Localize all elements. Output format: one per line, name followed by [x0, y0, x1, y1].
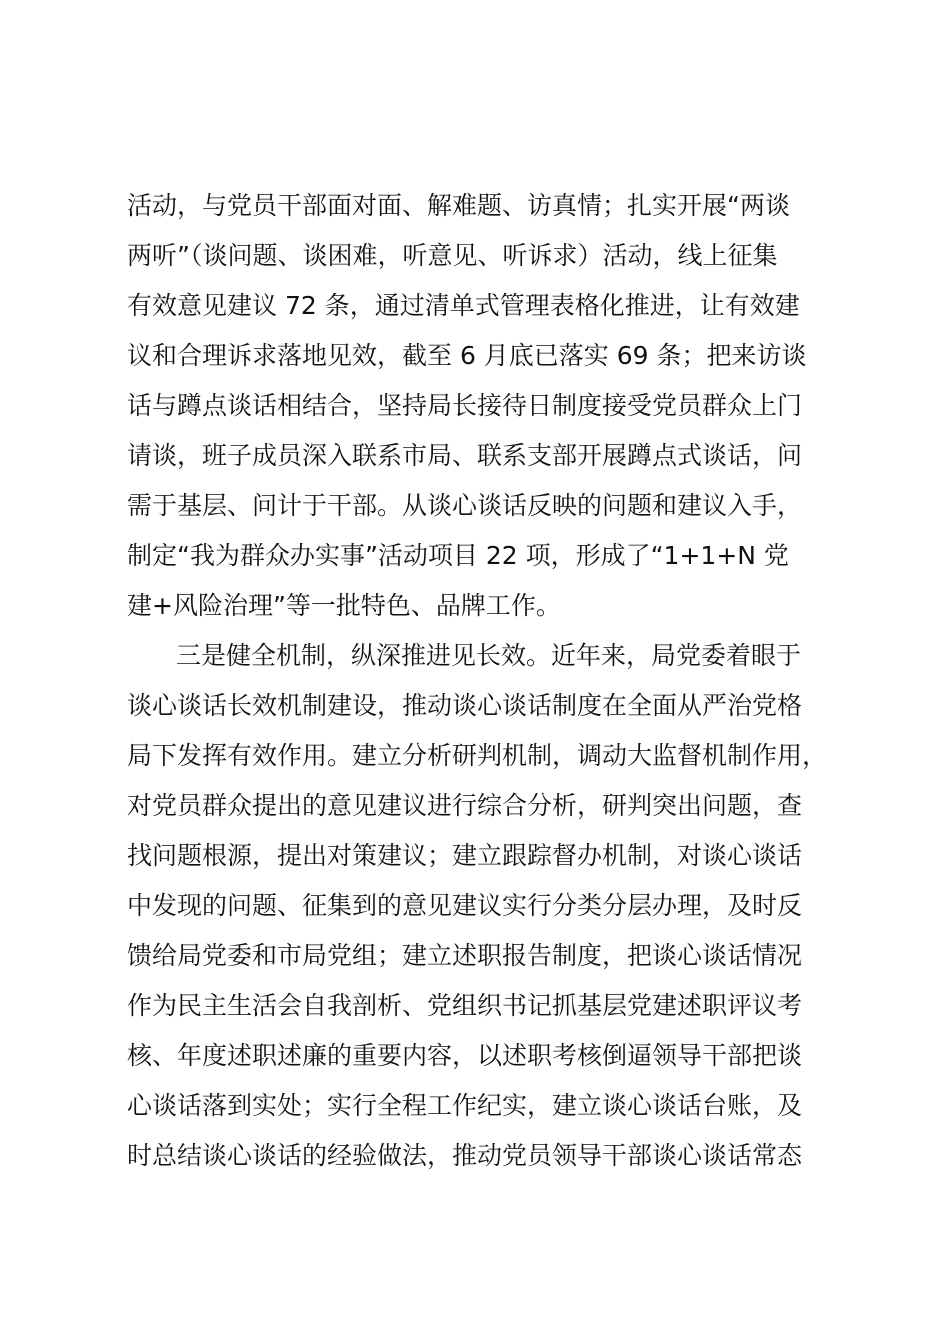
text-line-12: 局下发挥有效作用。建立分析研判机制，调动大监督机制作用， — [127, 741, 828, 770]
text-line-4: 议和合理诉求落地见效，截至 6 月底已落实 69 条；把来访谈 — [127, 341, 807, 370]
text-line-16: 馈给局党委和市局党组；建立述职报告制度，把谈心谈话情况 — [127, 941, 803, 970]
text-line-19: 心谈话落到实处；实行全程工作纪实，建立谈心谈话台账，及 — [127, 1091, 803, 1120]
text-line-9: 建+风险治理”等一批特色、品牌工作。 — [127, 591, 561, 620]
text-line-13: 对党员群众提出的意见建议进行综合分析，研判突出问题，查 — [127, 791, 803, 820]
text-line-2: 两听”（谈问题、谈困难，听意见、听诉求）活动，线上征集 — [127, 241, 778, 270]
text-line-14: 找问题根源，提出对策建议；建立跟踪督办机制，对谈心谈话 — [127, 841, 803, 870]
text-line-5: 话与蹲点谈话相结合，坚持局长接待日制度接受党员群众上门 — [127, 391, 803, 420]
text-line-18: 核、年度述职述廉的重要内容，以述职考核倒逼领导干部把谈 — [127, 1041, 803, 1070]
text-line-20: 时总结谈心谈话的经验做法，推动党员领导干部谈心谈话常态 — [127, 1141, 803, 1170]
text-line-3: 有效意见建议 72 条，通过清单式管理表格化推进，让有效建 — [127, 291, 800, 320]
text-line-1: 活动，与党员干部面对面、解难题、访真情；扎实开展“两谈 — [127, 191, 790, 220]
text-line-8: 制定“我为群众办实事”活动项目 22 项，形成了“1+1+N 党 — [127, 541, 789, 570]
text-line-10: 三是健全机制，纵深推进见长效。近年来，局党委着眼于 — [176, 641, 802, 670]
text-line-7: 需于基层、问计于干部。从谈心谈话反映的问题和建议入手， — [127, 491, 803, 520]
text-line-6: 请谈，班子成员深入联系市局、联系支部开展蹲点式谈话，问 — [127, 441, 803, 470]
text-line-17: 作为民主生活会自我剖析、党组织书记抓基层党建述职评议考 — [127, 991, 803, 1020]
text-line-15: 中发现的问题、征集到的意见建议实行分类分层办理，及时反 — [127, 891, 803, 920]
text-line-11: 谈心谈话长效机制建设，推动谈心谈话制度在全面从严治党格 — [127, 691, 803, 720]
